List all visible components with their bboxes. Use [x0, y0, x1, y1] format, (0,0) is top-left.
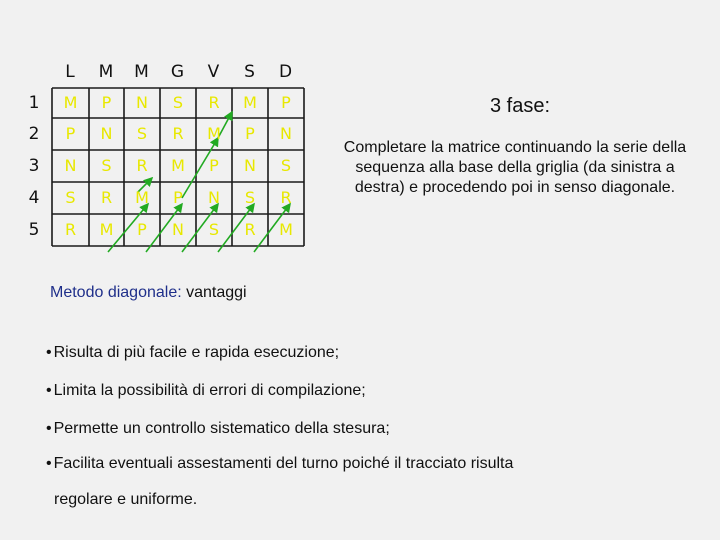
grid-cell: M — [99, 220, 114, 239]
row-number: 5 — [28, 220, 40, 240]
grid-cell: M — [135, 188, 149, 207]
day-header: G — [170, 62, 186, 82]
grid-cell: R — [172, 124, 184, 143]
grid-cell: P — [101, 93, 112, 112]
grid-cell: R — [136, 156, 148, 175]
grid-cell: N — [100, 124, 113, 143]
grid-cell: M — [207, 124, 221, 143]
grid-cell: N — [136, 93, 148, 112]
day-header: D — [278, 62, 294, 82]
bullet-text: Facilita eventuali assestamenti del turno poiché il tracciato risulta — [53, 455, 514, 472]
grid-cell: R — [244, 220, 256, 239]
grid-cell: M — [243, 93, 257, 112]
bullet-text: Limita la possibilità di errori di compilazione; — [53, 382, 366, 399]
grid-cell: S — [244, 188, 256, 207]
day-header: L — [65, 62, 76, 82]
grid-cell: S — [101, 156, 112, 175]
grid-cell: S — [208, 220, 220, 239]
grid-cell: M — [171, 156, 185, 175]
bullet-text: Risulta di più facile e rapida esecuzione; — [53, 344, 340, 361]
bullet-text: Permette un controllo sistematico della stesura; — [53, 420, 390, 437]
grid-cell: M — [63, 93, 78, 112]
bullet-item — [46, 455, 513, 473]
phase-description: Completare la matrice continuando la serie della sequenza alla base della griglia (da sinistra a destra) e procedendo poi in senso diagonale. — [343, 139, 687, 196]
grid-cell: P — [209, 156, 219, 175]
bullet-item — [46, 420, 390, 438]
grid-cell: S — [172, 93, 184, 112]
grid-cell: N — [172, 220, 184, 239]
grid-cell: P — [245, 124, 255, 143]
bullet-dot: • — [46, 455, 52, 472]
row-number: 3 — [28, 156, 40, 176]
bullet-dot: • — [46, 344, 52, 361]
grid-cell: M — [279, 220, 293, 239]
row-number: 4 — [28, 188, 40, 208]
row-number: 1 — [28, 93, 40, 113]
grid-cell: P — [173, 188, 183, 207]
method-rest: vantaggi — [186, 284, 247, 301]
phase-title: 3 fase: — [489, 95, 551, 117]
method-label: Metodo diagonale: — [50, 284, 182, 301]
grid-cell: P — [137, 220, 147, 239]
grid-cell: N — [64, 156, 77, 175]
grid-cell: S — [65, 188, 76, 207]
bullet-dot: • — [46, 382, 52, 399]
row-number: 2 — [28, 124, 40, 144]
day-header: V — [207, 62, 221, 82]
grid-cell: R — [208, 93, 220, 112]
grid-cell: N — [208, 188, 220, 207]
grid-cell: S — [136, 124, 148, 143]
grid-cell: N — [280, 124, 292, 143]
grid-cell: R — [280, 188, 292, 207]
grid-cell: R — [64, 220, 77, 239]
grid-cell: N — [244, 156, 256, 175]
bullet-dot: • — [46, 420, 52, 437]
bullet-item — [46, 344, 339, 362]
grid-cell: P — [65, 124, 76, 143]
grid-cell: R — [100, 188, 113, 207]
grid-cell: S — [280, 156, 292, 175]
day-header: S — [244, 62, 256, 82]
method-heading — [50, 284, 247, 302]
day-header: M — [134, 62, 150, 82]
bullet-item — [46, 382, 366, 400]
bullet-continuation: regolare e uniforme. — [54, 491, 198, 508]
day-header: M — [98, 62, 115, 82]
grid-cell: P — [281, 93, 291, 112]
shift-grid — [0, 0, 330, 260]
